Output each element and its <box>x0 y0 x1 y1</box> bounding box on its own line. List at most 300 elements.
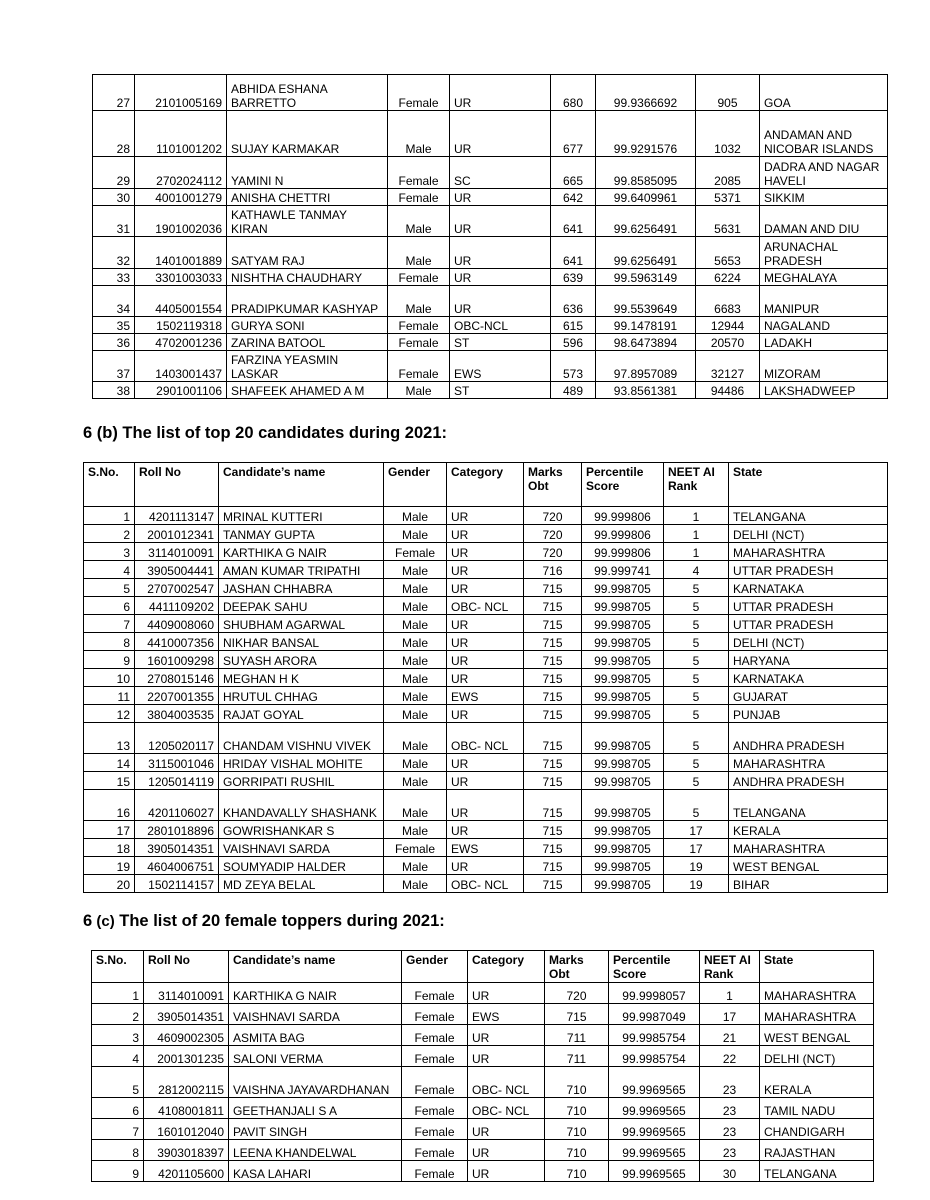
cell-marks: 710 <box>545 1119 609 1140</box>
cell-rank: 5 <box>664 633 729 651</box>
cell-rank: 5 <box>664 597 729 615</box>
cell-state: KARNATAKA <box>729 669 888 687</box>
cell-candidate-name: RAJAT GOYAL <box>219 705 384 723</box>
cell-gender: Female <box>388 317 450 334</box>
cell-roll-no: 2901001106 <box>135 382 227 399</box>
cell-percentile: 99.9366692 <box>596 75 696 111</box>
cell-marks: 715 <box>524 839 582 857</box>
cell-rank: 17 <box>664 821 729 839</box>
cell-candidate-name: AMAN KUMAR TRIPATHI <box>219 561 384 579</box>
cell-rank: 5 <box>664 705 729 723</box>
cell-rank: 12944 <box>696 317 760 334</box>
cell-category: UR <box>447 772 524 790</box>
section-c-title: The list of 20 female toppers during 2021: <box>114 912 445 930</box>
cell-gender: Female <box>402 1004 468 1025</box>
cell-candidate-name: KASA LAHARI <box>229 1161 402 1182</box>
cell-candidate-name: SATYAM RAJ <box>227 237 388 269</box>
cell-category: UR <box>447 507 524 525</box>
table-row <box>93 334 888 351</box>
cell-sno: 2 <box>84 525 135 543</box>
cell-category: UR <box>447 705 524 723</box>
cell-category: UR <box>447 579 524 597</box>
section-b-heading <box>83 424 447 443</box>
header-percentile: Percentile Score <box>582 463 664 507</box>
cell-state: MIZORAM <box>760 351 888 382</box>
cell-sno: 19 <box>84 857 135 875</box>
cell-state: MEGHALAYA <box>760 269 888 286</box>
cell-category: UR <box>447 525 524 543</box>
table-row <box>93 317 888 334</box>
cell-sno: 20 <box>84 875 135 893</box>
cell-sno: 16 <box>84 790 135 821</box>
cell-candidate-name: PRADIPKUMAR KASHYAP <box>227 286 388 317</box>
cell-state: KARNATAKA <box>729 579 888 597</box>
table-row <box>93 206 888 237</box>
cell-gender: Male <box>384 597 447 615</box>
cell-roll-no: 1502119318 <box>135 317 227 334</box>
table-row <box>92 1161 874 1182</box>
cell-gender: Female <box>402 1067 468 1098</box>
cell-percentile: 99.998705 <box>582 669 664 687</box>
table-row <box>84 525 888 543</box>
cell-sno: 9 <box>92 1161 144 1182</box>
cell-rank: 23 <box>700 1098 760 1119</box>
cell-percentile: 99.998705 <box>582 821 664 839</box>
cell-rank: 905 <box>696 75 760 111</box>
cell-rank: 5653 <box>696 237 760 269</box>
cell-category: ST <box>450 334 551 351</box>
cell-gender: Male <box>388 237 450 269</box>
cell-state: LADAKH <box>760 334 888 351</box>
cell-gender: Female <box>388 269 450 286</box>
cell-state: WEST BENGAL <box>760 1025 874 1046</box>
cell-gender: Male <box>384 525 447 543</box>
cell-gender: Male <box>384 772 447 790</box>
cell-percentile: 99.999806 <box>582 543 664 561</box>
cell-roll-no: 1205020117 <box>135 723 219 754</box>
cell-state: DELHI (NCT) <box>729 525 888 543</box>
cell-percentile: 98.6473894 <box>596 334 696 351</box>
cell-roll-no: 2707002547 <box>135 579 219 597</box>
cell-sno: 32 <box>93 237 135 269</box>
cell-candidate-name: SUJAY KARMAKAR <box>227 111 388 157</box>
cell-roll-no: 1601012040 <box>144 1119 229 1140</box>
cell-candidate-name: MEGHAN H K <box>219 669 384 687</box>
cell-gender: Female <box>388 189 450 206</box>
table-row <box>84 615 888 633</box>
cell-marks: 716 <box>524 561 582 579</box>
cell-candidate-name: ABHIDA ESHANA BARRETTO <box>227 75 388 111</box>
header-rank: NEET AI Rank <box>700 951 760 983</box>
cell-state: TELANGANA <box>760 1161 874 1182</box>
cell-marks: 642 <box>551 189 596 206</box>
cell-percentile: 99.9969565 <box>609 1098 700 1119</box>
cell-marks: 720 <box>524 525 582 543</box>
cell-sno: 7 <box>84 615 135 633</box>
header-gender: Gender <box>384 463 447 507</box>
cell-state: DAMAN AND DIU <box>760 206 888 237</box>
cell-rank: 5631 <box>696 206 760 237</box>
cell-candidate-name: FARZINA YEASMIN LASKAR <box>227 351 388 382</box>
cell-roll-no: 4001001279 <box>135 189 227 206</box>
cell-marks: 596 <box>551 334 596 351</box>
cell-roll-no: 4411109202 <box>135 597 219 615</box>
cell-roll-no: 2702024112 <box>135 157 227 189</box>
cell-roll-no: 2101005169 <box>135 75 227 111</box>
header-marks: Marks Obt <box>545 951 609 983</box>
header-roll-no: Roll No <box>135 463 219 507</box>
cell-roll-no: 4604006751 <box>135 857 219 875</box>
cell-roll-no: 1205014119 <box>135 772 219 790</box>
cell-candidate-name: NISHTHA CHAUDHARY <box>227 269 388 286</box>
cell-category: UR <box>468 1140 545 1161</box>
cell-sno: 6 <box>92 1098 144 1119</box>
table-row <box>93 189 888 206</box>
cell-roll-no: 2801018896 <box>135 821 219 839</box>
cell-category: UR <box>447 543 524 561</box>
cell-sno: 17 <box>84 821 135 839</box>
cell-state: MANIPUR <box>760 286 888 317</box>
cell-sno: 38 <box>93 382 135 399</box>
cell-percentile: 99.998705 <box>582 772 664 790</box>
cell-rank: 5 <box>664 772 729 790</box>
cell-marks: 636 <box>551 286 596 317</box>
cell-state: MAHARASHTRA <box>729 754 888 772</box>
table-row <box>84 507 888 525</box>
cell-category: OBC- NCL <box>468 1098 545 1119</box>
cell-category: UR <box>447 754 524 772</box>
cell-candidate-name: ANISHA CHETTRI <box>227 189 388 206</box>
cell-category: EWS <box>450 351 551 382</box>
cell-roll-no: 3905014351 <box>144 1004 229 1025</box>
cell-marks: 715 <box>524 857 582 875</box>
cell-roll-no: 4409008060 <box>135 615 219 633</box>
cell-marks: 639 <box>551 269 596 286</box>
table-row <box>84 839 888 857</box>
cell-candidate-name: SHUBHAM AGARWAL <box>219 615 384 633</box>
cell-percentile: 99.9969565 <box>609 1140 700 1161</box>
cell-gender: Male <box>384 561 447 579</box>
cell-sno: 13 <box>84 723 135 754</box>
cell-marks: 715 <box>524 633 582 651</box>
cell-sno: 6 <box>84 597 135 615</box>
cell-state: PUNJAB <box>729 705 888 723</box>
cell-gender: Female <box>402 1119 468 1140</box>
cell-gender: Female <box>388 334 450 351</box>
header-state: State <box>729 463 888 507</box>
cell-state: MAHARASHTRA <box>760 1004 874 1025</box>
cell-sno: 5 <box>84 579 135 597</box>
cell-rank: 19 <box>664 875 729 893</box>
cell-sno: 9 <box>84 651 135 669</box>
cell-roll-no: 1403001437 <box>135 351 227 382</box>
table-row <box>92 1025 874 1046</box>
cell-state: ANDHRA PRADESH <box>729 772 888 790</box>
cell-marks: 680 <box>551 75 596 111</box>
cell-state: UTTAR PRADESH <box>729 597 888 615</box>
cell-gender: Female <box>388 75 450 111</box>
cell-category: OBC- NCL <box>447 875 524 893</box>
cell-sno: 33 <box>93 269 135 286</box>
cell-marks: 573 <box>551 351 596 382</box>
cell-gender: Female <box>402 983 468 1004</box>
cell-marks: 720 <box>545 983 609 1004</box>
cell-sno: 12 <box>84 705 135 723</box>
cell-sno: 1 <box>92 983 144 1004</box>
cell-rank: 32127 <box>696 351 760 382</box>
cell-category: UR <box>447 561 524 579</box>
cell-state: TELANGANA <box>729 507 888 525</box>
cell-percentile: 99.998705 <box>582 633 664 651</box>
cell-percentile: 99.9969565 <box>609 1161 700 1182</box>
cell-gender: Male <box>384 633 447 651</box>
cell-rank: 4 <box>664 561 729 579</box>
cell-percentile: 99.9985754 <box>609 1025 700 1046</box>
cell-rank: 94486 <box>696 382 760 399</box>
cell-roll-no: 2812002115 <box>144 1067 229 1098</box>
cell-state: CHANDIGARH <box>760 1119 874 1140</box>
cell-state: GUJARAT <box>729 687 888 705</box>
section-c-prefix: 6 <box>83 912 93 930</box>
cell-marks: 715 <box>524 723 582 754</box>
cell-category: EWS <box>468 1004 545 1025</box>
cell-gender: Male <box>384 507 447 525</box>
cell-percentile: 99.5963149 <box>596 269 696 286</box>
cell-percentile: 99.998705 <box>582 615 664 633</box>
table-row <box>84 543 888 561</box>
cell-category: UR <box>450 269 551 286</box>
cell-gender: Male <box>388 111 450 157</box>
cell-gender: Male <box>384 615 447 633</box>
cell-percentile: 99.998705 <box>582 754 664 772</box>
cell-rank: 17 <box>700 1004 760 1025</box>
table-row <box>84 669 888 687</box>
cell-percentile: 99.9987049 <box>609 1004 700 1025</box>
table-row <box>93 382 888 399</box>
cell-sno: 4 <box>84 561 135 579</box>
header-state: State <box>760 951 874 983</box>
cell-candidate-name: KARTHIKA G NAIR <box>229 983 402 1004</box>
cell-marks: 615 <box>551 317 596 334</box>
cell-gender: Female <box>402 1025 468 1046</box>
cell-percentile: 99.5539649 <box>596 286 696 317</box>
table-row <box>92 1046 874 1067</box>
cell-category: UR <box>468 983 545 1004</box>
cell-marks: 715 <box>524 875 582 893</box>
cell-candidate-name: ASMITA BAG <box>229 1025 402 1046</box>
table-row <box>93 286 888 317</box>
cell-roll-no: 1502114157 <box>135 875 219 893</box>
cell-marks: 715 <box>524 687 582 705</box>
female-body <box>92 983 874 1182</box>
header-percentile: Percentile Score <box>609 951 700 983</box>
cell-state: WEST BENGAL <box>729 857 888 875</box>
header-gender: Gender <box>402 951 468 983</box>
cell-marks: 715 <box>524 597 582 615</box>
cell-gender: Female <box>388 351 450 382</box>
cell-sno: 29 <box>93 157 135 189</box>
cell-gender: Male <box>384 723 447 754</box>
cell-gender: Male <box>384 669 447 687</box>
table-row <box>84 723 888 754</box>
cell-percentile: 99.6256491 <box>596 206 696 237</box>
cell-rank: 30 <box>700 1161 760 1182</box>
cell-roll-no: 1101001202 <box>135 111 227 157</box>
cell-candidate-name: SUYASH ARORA <box>219 651 384 669</box>
top-20-table <box>83 462 888 893</box>
cell-roll-no: 4201113147 <box>135 507 219 525</box>
cell-gender: Male <box>388 286 450 317</box>
cell-rank: 1 <box>700 983 760 1004</box>
cell-marks: 641 <box>551 206 596 237</box>
section-b-title: The list of top 20 candidates during 2021: <box>117 424 447 442</box>
cell-state: ARUNACHAL PRADESH <box>760 237 888 269</box>
cell-roll-no: 3115001046 <box>135 754 219 772</box>
cell-gender: Female <box>402 1098 468 1119</box>
cell-rank: 5 <box>664 669 729 687</box>
cell-percentile: 99.9969565 <box>609 1119 700 1140</box>
cell-gender: Female <box>402 1046 468 1067</box>
top-20-body <box>84 507 888 893</box>
cell-roll-no: 3905004441 <box>135 561 219 579</box>
cell-candidate-name: VAISHNAVI SARDA <box>229 1004 402 1025</box>
state-toppers-body <box>93 75 888 399</box>
cell-candidate-name: JASHAN CHHABRA <box>219 579 384 597</box>
cell-marks: 677 <box>551 111 596 157</box>
header-category: Category <box>447 463 524 507</box>
cell-state: ANDAMAN AND NICOBAR ISLANDS <box>760 111 888 157</box>
table-row <box>93 111 888 157</box>
cell-rank: 6683 <box>696 286 760 317</box>
cell-rank: 17 <box>664 839 729 857</box>
cell-gender: Female <box>402 1161 468 1182</box>
cell-rank: 20570 <box>696 334 760 351</box>
cell-gender: Male <box>384 857 447 875</box>
cell-sno: 5 <box>92 1067 144 1098</box>
cell-percentile: 99.998705 <box>582 597 664 615</box>
cell-percentile: 93.8561381 <box>596 382 696 399</box>
table-row <box>92 1140 874 1161</box>
cell-sno: 1 <box>84 507 135 525</box>
cell-rank: 5371 <box>696 189 760 206</box>
table-row <box>92 1067 874 1098</box>
cell-rank: 1 <box>664 525 729 543</box>
cell-candidate-name: VAISHNAVI SARDA <box>219 839 384 857</box>
cell-marks: 715 <box>524 615 582 633</box>
cell-candidate-name: KARTHIKA G NAIR <box>219 543 384 561</box>
female-toppers-table <box>91 950 874 1182</box>
cell-rank: 21 <box>700 1025 760 1046</box>
cell-state: LAKSHADWEEP <box>760 382 888 399</box>
cell-state: SIKKIM <box>760 189 888 206</box>
table-row <box>84 633 888 651</box>
cell-category: UR <box>447 669 524 687</box>
cell-state: NAGALAND <box>760 317 888 334</box>
cell-roll-no: 4108001811 <box>144 1098 229 1119</box>
cell-category: UR <box>450 111 551 157</box>
cell-roll-no: 3903018397 <box>144 1140 229 1161</box>
cell-percentile: 99.999806 <box>582 525 664 543</box>
cell-sno: 3 <box>84 543 135 561</box>
cell-state: MAHARASHTRA <box>729 543 888 561</box>
cell-category: OBC-NCL <box>450 317 551 334</box>
cell-category: UR <box>447 790 524 821</box>
cell-state: DELHI (NCT) <box>729 633 888 651</box>
cell-category: UR <box>468 1161 545 1182</box>
table-row <box>84 875 888 893</box>
cell-sno: 30 <box>93 189 135 206</box>
cell-marks: 710 <box>545 1161 609 1182</box>
cell-sno: 8 <box>92 1140 144 1161</box>
cell-candidate-name: PAVIT SINGH <box>229 1119 402 1140</box>
table-row <box>93 75 888 111</box>
cell-sno: 3 <box>92 1025 144 1046</box>
cell-roll-no: 3804003535 <box>135 705 219 723</box>
cell-roll-no: 2001301235 <box>144 1046 229 1067</box>
cell-sno: 8 <box>84 633 135 651</box>
table-row <box>93 269 888 286</box>
cell-state: HARYANA <box>729 651 888 669</box>
cell-rank: 5 <box>664 615 729 633</box>
table-row <box>84 821 888 839</box>
cell-roll-no: 1901002036 <box>135 206 227 237</box>
cell-marks: 715 <box>524 790 582 821</box>
cell-sno: 15 <box>84 772 135 790</box>
cell-state: DADRA AND NAGAR HAVELI <box>760 157 888 189</box>
header-sno: S.No. <box>84 463 135 507</box>
cell-roll-no: 3114010091 <box>144 983 229 1004</box>
cell-rank: 23 <box>700 1067 760 1098</box>
cell-candidate-name: SHAFEEK AHAMED A M <box>227 382 388 399</box>
cell-candidate-name: SALONI VERMA <box>229 1046 402 1067</box>
cell-sno: 7 <box>92 1119 144 1140</box>
cell-rank: 22 <box>700 1046 760 1067</box>
cell-gender: Female <box>384 839 447 857</box>
cell-rank: 1 <box>664 543 729 561</box>
cell-category: UR <box>468 1119 545 1140</box>
cell-roll-no: 1401001889 <box>135 237 227 269</box>
cell-sno: 10 <box>84 669 135 687</box>
cell-gender: Male <box>384 790 447 821</box>
section-b-prefix: 6 (b) <box>83 424 118 442</box>
cell-category: UR <box>450 237 551 269</box>
cell-marks: 489 <box>551 382 596 399</box>
cell-rank: 6224 <box>696 269 760 286</box>
cell-percentile: 99.6256491 <box>596 237 696 269</box>
header-candidate-name: Candidate’s name <box>229 951 402 983</box>
cell-rank: 5 <box>664 579 729 597</box>
cell-roll-no: 4201106027 <box>135 790 219 821</box>
cell-gender: Male <box>384 754 447 772</box>
cell-rank: 19 <box>664 857 729 875</box>
table-row <box>84 687 888 705</box>
cell-percentile: 99.9291576 <box>596 111 696 157</box>
cell-state: DELHI (NCT) <box>760 1046 874 1067</box>
cell-category: UR <box>447 821 524 839</box>
cell-gender: Male <box>384 821 447 839</box>
cell-category: UR <box>447 651 524 669</box>
table-row <box>84 772 888 790</box>
cell-gender: Male <box>388 206 450 237</box>
cell-state: MAHARASHTRA <box>760 983 874 1004</box>
cell-candidate-name: MD ZEYA BELAL <box>219 875 384 893</box>
cell-marks: 710 <box>545 1067 609 1098</box>
cell-percentile: 99.999806 <box>582 507 664 525</box>
cell-candidate-name: HRUTUL CHHAG <box>219 687 384 705</box>
cell-candidate-name: KATHAWLE TANMAY KIRAN <box>227 206 388 237</box>
cell-percentile: 99.999741 <box>582 561 664 579</box>
table-row <box>93 157 888 189</box>
